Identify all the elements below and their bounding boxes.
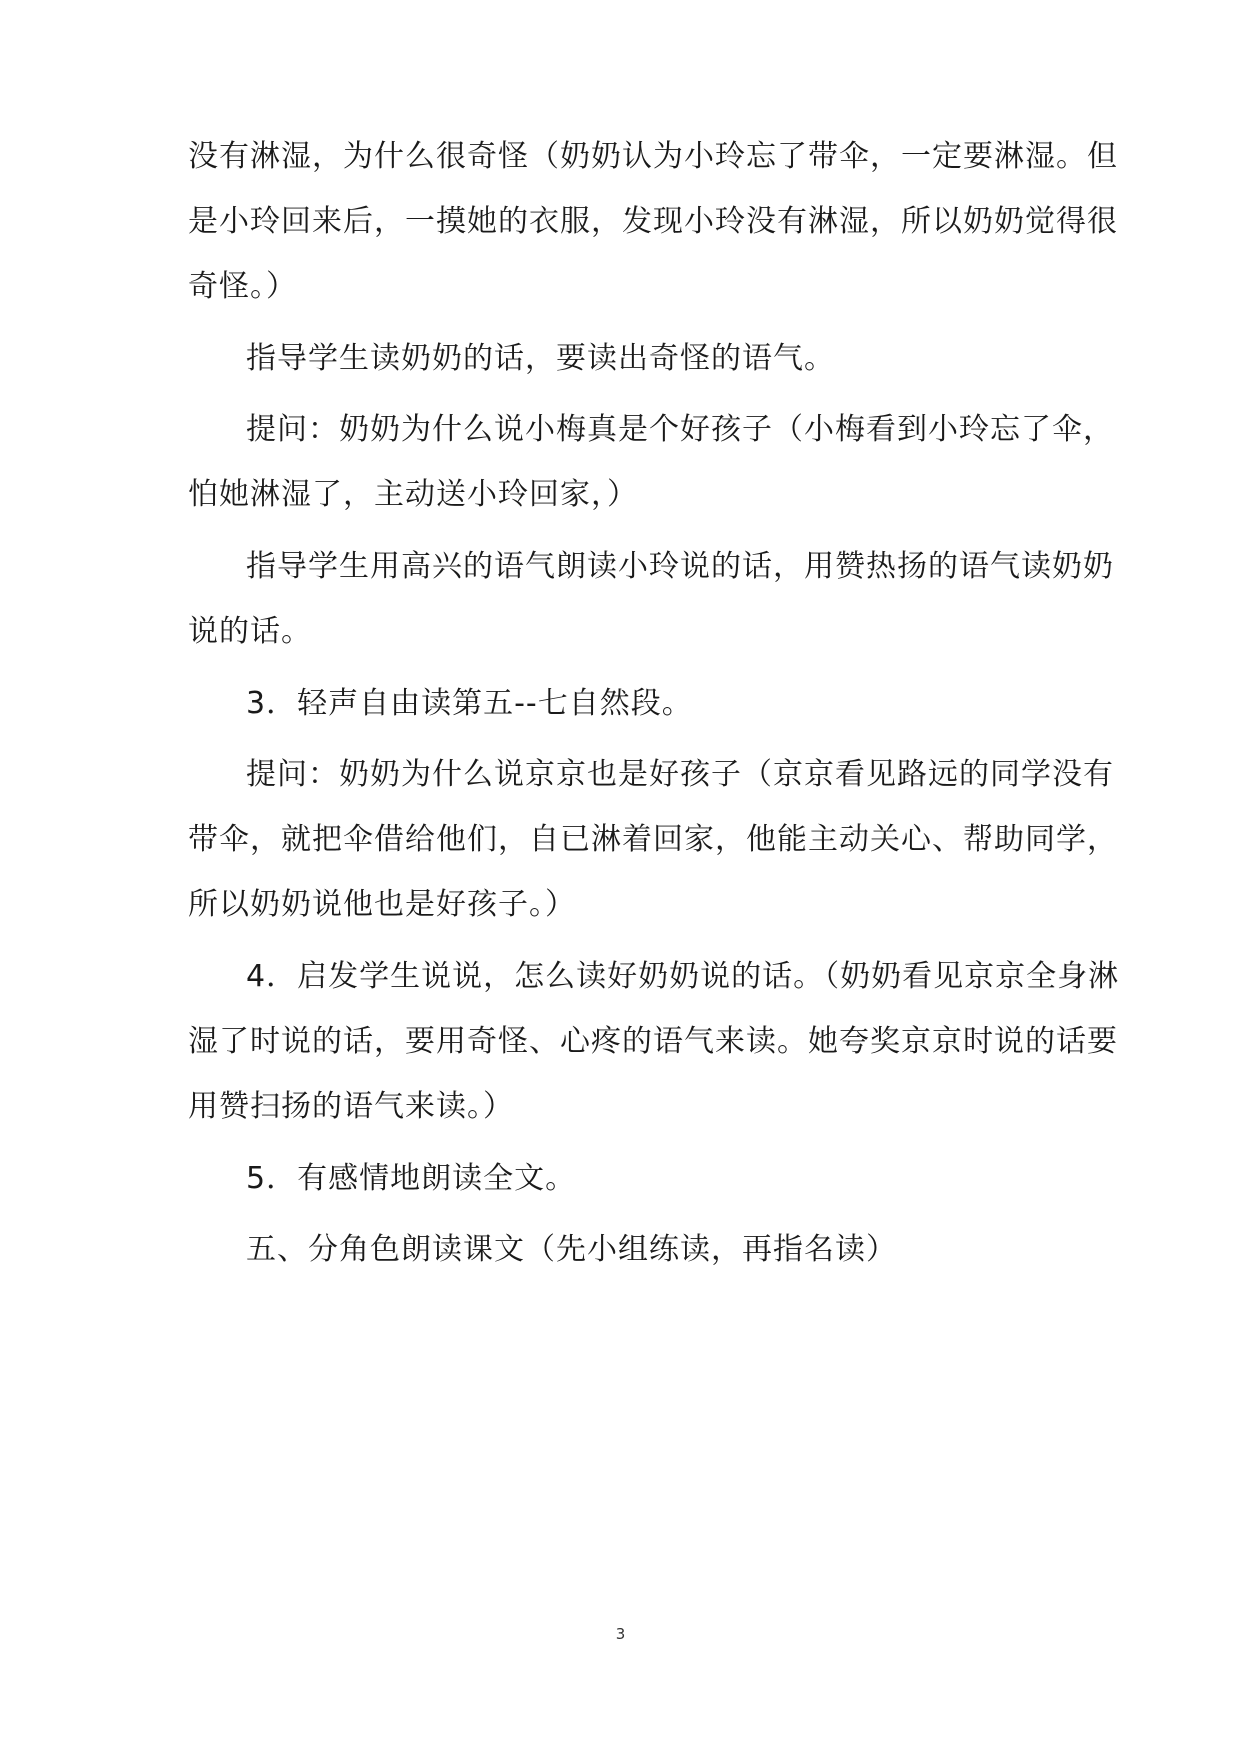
text-line: 湿了时说的话，要用奇怪、心疼的语气来读。她夸奖京京时说的话要 xyxy=(188,1024,1118,1059)
text-line: 指导学生读奶奶的话，要读出奇怪的语气。 xyxy=(246,341,835,376)
text-line: 指导学生用高兴的语气朗读小玲说的话，用赞热扬的语气读奶奶 xyxy=(246,549,1114,584)
text-line: 所以奶奶说他也是好孩子。） xyxy=(188,887,576,922)
text-line: 提问：奶奶为什么说京京也是好孩子（京京看见路远的同学没有 xyxy=(246,757,1114,792)
text-line: 带伞，就把伞借给他们，自已淋着回家，他能主动关心、帮助同学， xyxy=(188,822,1118,857)
page-number: 3 xyxy=(615,1625,626,1643)
text-line: 怕她淋湿了，主动送小玲回家，） xyxy=(188,477,638,512)
text-line: 没有淋湿，为什么很奇怪（奶奶认为小玲忘了带伞，一定要淋湿。但 xyxy=(188,139,1118,174)
text-line: 5．有感情地朗读全文。 xyxy=(246,1161,577,1196)
text-line: 五、分角色朗读课文（先小组练读，再指名读） xyxy=(246,1232,897,1267)
text-line: 奇怪。） xyxy=(188,269,297,304)
text-line: 提问：奶奶为什么说小梅真是个好孩子（小梅看到小玲忘了伞， xyxy=(246,412,1114,447)
text-line: 用赞扫扬的语气来读。） xyxy=(188,1089,514,1124)
text-line: 是小玲回来后，一摸她的衣服，发现小玲没有淋湿，所以奶奶觉得很 xyxy=(188,204,1118,239)
text-line: 3．轻声自由读第五--七自然段。 xyxy=(246,686,693,721)
text-line: 说的话。 xyxy=(188,614,312,649)
text-line: 4．启发学生说说，怎么读好奶奶说的话。（奶奶看见京京全身淋 xyxy=(246,959,1120,994)
